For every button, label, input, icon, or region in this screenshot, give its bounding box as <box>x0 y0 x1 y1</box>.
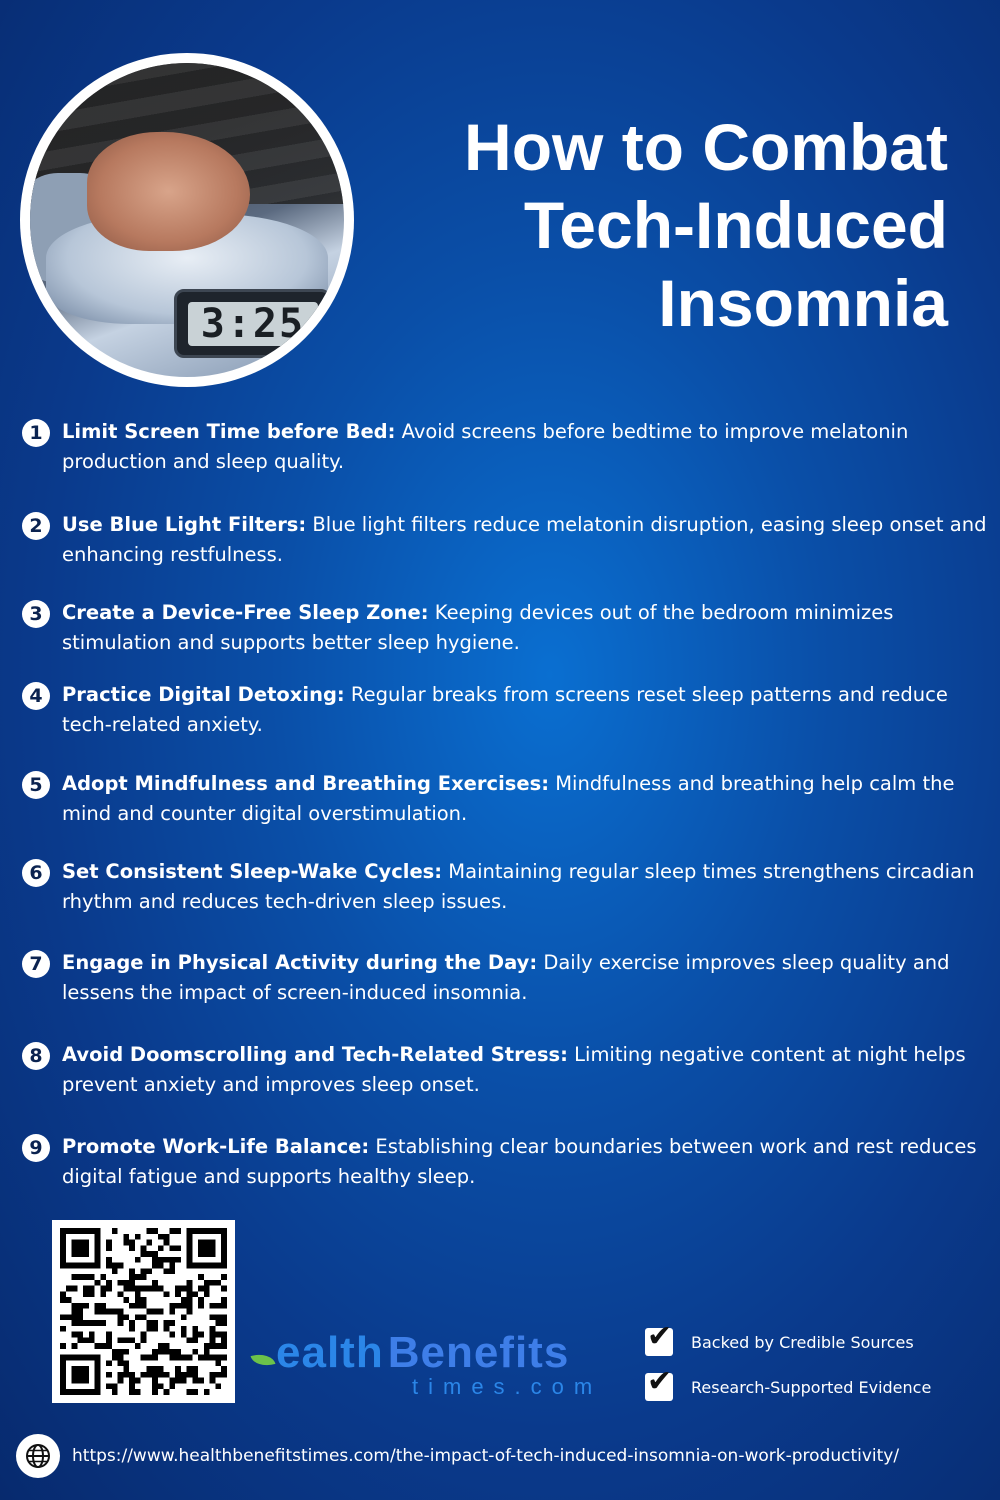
title-line-2: Tech-Induced <box>523 188 948 262</box>
tip-number-badge: 2 <box>22 512 50 540</box>
insomnia-photo <box>30 63 344 377</box>
tip-item <box>22 417 992 477</box>
tip-heading: Promote Work-Life Balance: <box>62 1135 370 1158</box>
logo-health-text: ealth <box>276 1328 384 1377</box>
tip-number-badge: 9 <box>22 1134 50 1162</box>
tip-number-badge: 1 <box>22 419 50 447</box>
tip-item <box>22 598 992 658</box>
tip-text <box>62 680 992 740</box>
tip-item <box>22 948 992 1008</box>
tip-body: Limiting negative content at night helps prevent anxiety and improves sleep onset. <box>62 1043 966 1096</box>
globe-icon <box>16 1434 60 1478</box>
logo-subtext: times.com <box>412 1374 603 1399</box>
tip-number-badge: 7 <box>22 950 50 978</box>
tip-body: Mindfulness and breathing help calm the mind and counter digital overstimulation. <box>62 772 955 825</box>
tip-text <box>62 598 992 658</box>
tip-number-badge: 8 <box>22 1042 50 1070</box>
tip-item <box>22 1040 992 1100</box>
tip-item <box>22 857 992 917</box>
tip-text <box>62 948 992 1008</box>
source-url-row[interactable] <box>16 1434 899 1478</box>
leaf-icon <box>251 1350 276 1369</box>
badge-text: Research-Supported Evidence <box>691 1377 932 1397</box>
qr-code[interactable] <box>52 1220 235 1403</box>
tip-heading: Set Consistent Sleep-Wake Cycles: <box>62 860 443 883</box>
tip-heading: Create a Device-Free Sleep Zone: <box>62 601 429 624</box>
tip-heading: Use Blue Light Filters: <box>62 513 307 536</box>
badge-text: Backed by Credible Sources <box>691 1332 914 1352</box>
tip-text <box>62 769 992 829</box>
tip-item <box>22 510 992 570</box>
tip-body: Blue light filters reduce melatonin disruption, easing sleep onset and enhancing restfulness. <box>62 513 987 566</box>
tip-text <box>62 1132 992 1192</box>
checkmark-icon: ✔ <box>647 1364 673 1399</box>
logo-benefits-text: Benefits <box>387 1328 570 1377</box>
header-photo <box>20 53 354 387</box>
tip-number-badge: 4 <box>22 682 50 710</box>
tip-number-badge: 3 <box>22 600 50 628</box>
tip-text <box>62 417 992 477</box>
qr-code-pattern <box>60 1228 227 1395</box>
tip-text <box>62 857 992 917</box>
checkmark-icon: ✔ <box>647 1319 673 1354</box>
tip-body: Daily exercise improves sleep quality and lessens the impact of screen-induced insomnia. <box>62 951 950 1004</box>
tip-heading: Engage in Physical Activity during the Day: <box>62 951 538 974</box>
tip-heading: Avoid Doomscrolling and Tech-Related Stress: <box>62 1043 568 1066</box>
badge-research-evidence <box>645 1364 932 1401</box>
tip-text <box>62 510 992 570</box>
clock-display: 3:25 <box>188 302 318 346</box>
brand-logo[interactable] <box>252 1330 612 1410</box>
hands-over-face-shape <box>87 132 250 251</box>
tip-body: Maintaining regular sleep times strengthens circadian rhythm and reduces tech-driven sleep issues. <box>62 860 975 913</box>
alarm-clock <box>174 289 331 358</box>
tip-number-badge: 5 <box>22 771 50 799</box>
tip-item <box>22 769 992 829</box>
source-url-link[interactable]: https://www.healthbenefitstimes.com/the-impact-of-tech-induced-insomnia-on-work-productivity/ <box>72 1446 900 1466</box>
page-title <box>348 108 948 342</box>
tip-body: Keeping devices out of the bedroom minimizes stimulation and supports better sleep hygiene. <box>62 601 894 654</box>
badge-credible-sources <box>645 1319 914 1356</box>
title-line-1: How to Combat <box>464 110 948 184</box>
title-line-3: Insomnia <box>658 266 948 340</box>
tip-heading: Adopt Mindfulness and Breathing Exercises: <box>62 772 549 795</box>
tip-body: Establishing clear boundaries between work and rest reduces digital fatigue and supports healthy sleep. <box>62 1135 977 1188</box>
tip-body: Avoid screens before bedtime to improve melatonin production and sleep quality. <box>62 420 909 473</box>
tip-heading: Limit Screen Time before Bed: <box>62 420 396 443</box>
tip-heading: Practice Digital Detoxing: <box>62 683 345 706</box>
tip-item <box>22 1132 992 1192</box>
tip-number-badge: 6 <box>22 859 50 887</box>
logo-wordmark <box>252 1330 612 1376</box>
tip-body: Regular breaks from screens reset sleep patterns and reduce tech-related anxiety. <box>62 683 948 736</box>
tip-item <box>22 680 992 740</box>
tip-text <box>62 1040 992 1100</box>
